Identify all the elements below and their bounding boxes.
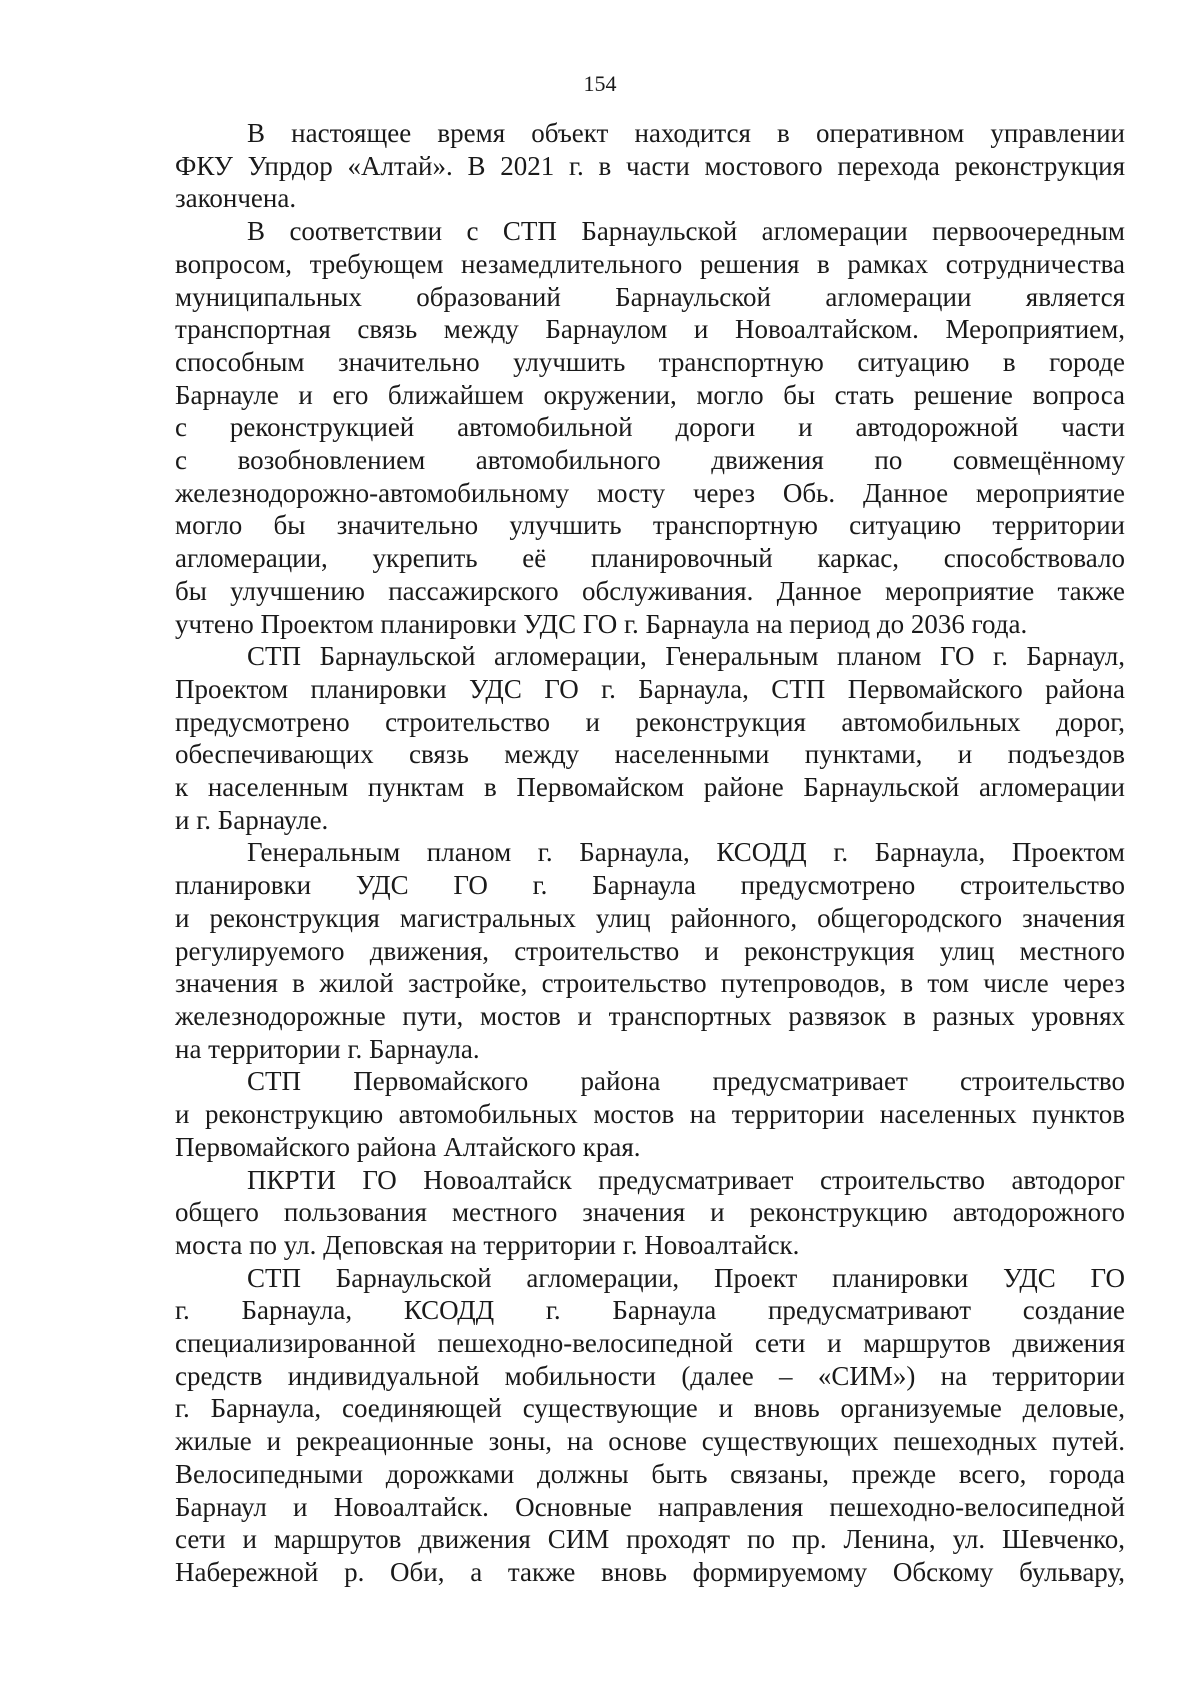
body-text	[175, 117, 1125, 1589]
text-line: на территории г. Барнаула.	[175, 1033, 480, 1064]
text-line: Барнаул и Новоалтайск. Основные направления пешеходно-велосипедной	[175, 1491, 1125, 1522]
text-line: и реконструкция магистральных улиц районного, общегородского значения	[175, 902, 1125, 933]
text-line: предусмотрено строительство и реконструкция автомобильных дорог,	[175, 706, 1125, 737]
text-line: г. Барнаула, соединяющей существующие и вновь организуемые деловые,	[175, 1393, 1125, 1424]
text-line: способным значительно улучшить транспортную ситуацию в городе	[175, 346, 1125, 377]
text-line: могло бы значительно улучшить транспортную ситуацию территории	[175, 510, 1125, 541]
text-line: вопросом, требующем незамедлительного решения в рамках сотрудничества	[175, 248, 1125, 279]
text-line: Барнауле и его ближайшем окружении, могло бы стать решение вопроса	[175, 379, 1125, 410]
paragraph	[175, 1065, 1125, 1163]
paragraph	[175, 836, 1125, 1065]
text-line: учтено Проектом планировки УДС ГО г. Барнаула на период до 2036 года.	[175, 608, 1028, 639]
text-line: СТП Барнаульской агломерации, Генеральным планом ГО г. Барнаул,	[247, 641, 1125, 672]
text-line: агломерации, укрепить её планировочный каркас, способствовало	[175, 543, 1125, 574]
text-line: В настоящее время объект находится в оперативном управлении	[247, 118, 1125, 148]
text-line: специализированной пешеходно-велосипедной сети и маршрутов движения	[175, 1328, 1125, 1359]
paragraph	[175, 640, 1125, 836]
text-line: Проектом планировки УДС ГО г. Барнаула, СТП Первомайского района	[175, 673, 1125, 704]
text-line: обеспечивающих связь между населенными пунктами, и подъездов	[175, 739, 1125, 770]
text-line: железнодорожно-автомобильному мосту через Обь. Данное мероприятие	[175, 477, 1125, 508]
text-line: транспортная связь между Барнаулом и Новоалтайском. Мероприятием,	[175, 314, 1125, 345]
paragraph	[175, 117, 1125, 215]
text-line: планировки УДС ГО г. Барнаула предусмотрено строительство	[175, 870, 1125, 901]
text-line: с возобновлением автомобильного движения по совмещённому	[175, 445, 1125, 476]
text-line: ФКУ Упрдор «Алтай». В 2021 г. в части мостового перехода реконструкция	[175, 150, 1125, 181]
text-line: г. Барнаула, КСОДД г. Барнаула предусматривают создание	[175, 1295, 1125, 1326]
text-line: железнодорожные пути, мостов и транспортных развязок в разных уровнях	[175, 1000, 1125, 1031]
text-line: жилые и рекреационные зоны, на основе существующих пешеходных путей.	[175, 1426, 1125, 1457]
text-line: Велосипедными дорожками должны быть связаны, прежде всего, города	[175, 1458, 1125, 1489]
text-line: Набережной р. Оби, а также вновь формируемому Обскому бульвару,	[175, 1556, 1125, 1587]
text-line: с реконструкцией автомобильной дороги и автодорожной части	[175, 412, 1125, 443]
text-line: СТП Барнаульской агломерации, Проект планировки УДС ГО	[247, 1262, 1125, 1293]
text-line: и реконструкцию автомобильных мостов на территории населенных пунктов	[175, 1099, 1125, 1130]
text-line: и г. Барнауле.	[175, 804, 329, 835]
paragraph	[175, 215, 1125, 640]
text-line: ПКРТИ ГО Новоалтайск предусматривает строительство автодорог	[247, 1164, 1125, 1195]
text-line: В соответствии с СТП Барнаульской агломерации первоочередным	[247, 216, 1125, 247]
text-line: закончена.	[175, 183, 297, 214]
text-line: значения в жилой застройке, строительство путепроводов, в том числе через	[175, 968, 1125, 999]
text-line: сети и маршрутов движения СИМ проходят по пр. Ленина, ул. Шевченко,	[175, 1524, 1125, 1555]
text-line: общего пользования местного значения и реконструкцию автодорожного	[175, 1197, 1125, 1228]
text-line: бы улучшению пассажирского обслуживания. Данное мероприятие также	[175, 575, 1125, 606]
text-line: муниципальных образований Барнаульской агломерации является	[175, 281, 1125, 312]
text-line: средств индивидуальной мобильности (далее – «СИМ») на территории	[175, 1360, 1125, 1391]
text-line: Генеральным планом г. Барнаула, КСОДД г. Барнаула, Проектом	[247, 837, 1125, 868]
text-line: регулируемого движения, строительство и реконструкция улиц местного	[175, 935, 1125, 966]
paragraph	[175, 1164, 1125, 1262]
text-line: моста по ул. Деповская на территории г. Новоалтайск.	[175, 1229, 800, 1260]
paragraph	[175, 1262, 1125, 1589]
text-line: СТП Первомайского района предусматривает строительство	[247, 1066, 1125, 1097]
text-line: к населенным пунктам в Первомайском районе Барнаульской агломерации	[175, 772, 1125, 803]
page-number: 154	[583, 71, 617, 96]
text-line: Первомайского района Алтайского края.	[175, 1131, 641, 1162]
